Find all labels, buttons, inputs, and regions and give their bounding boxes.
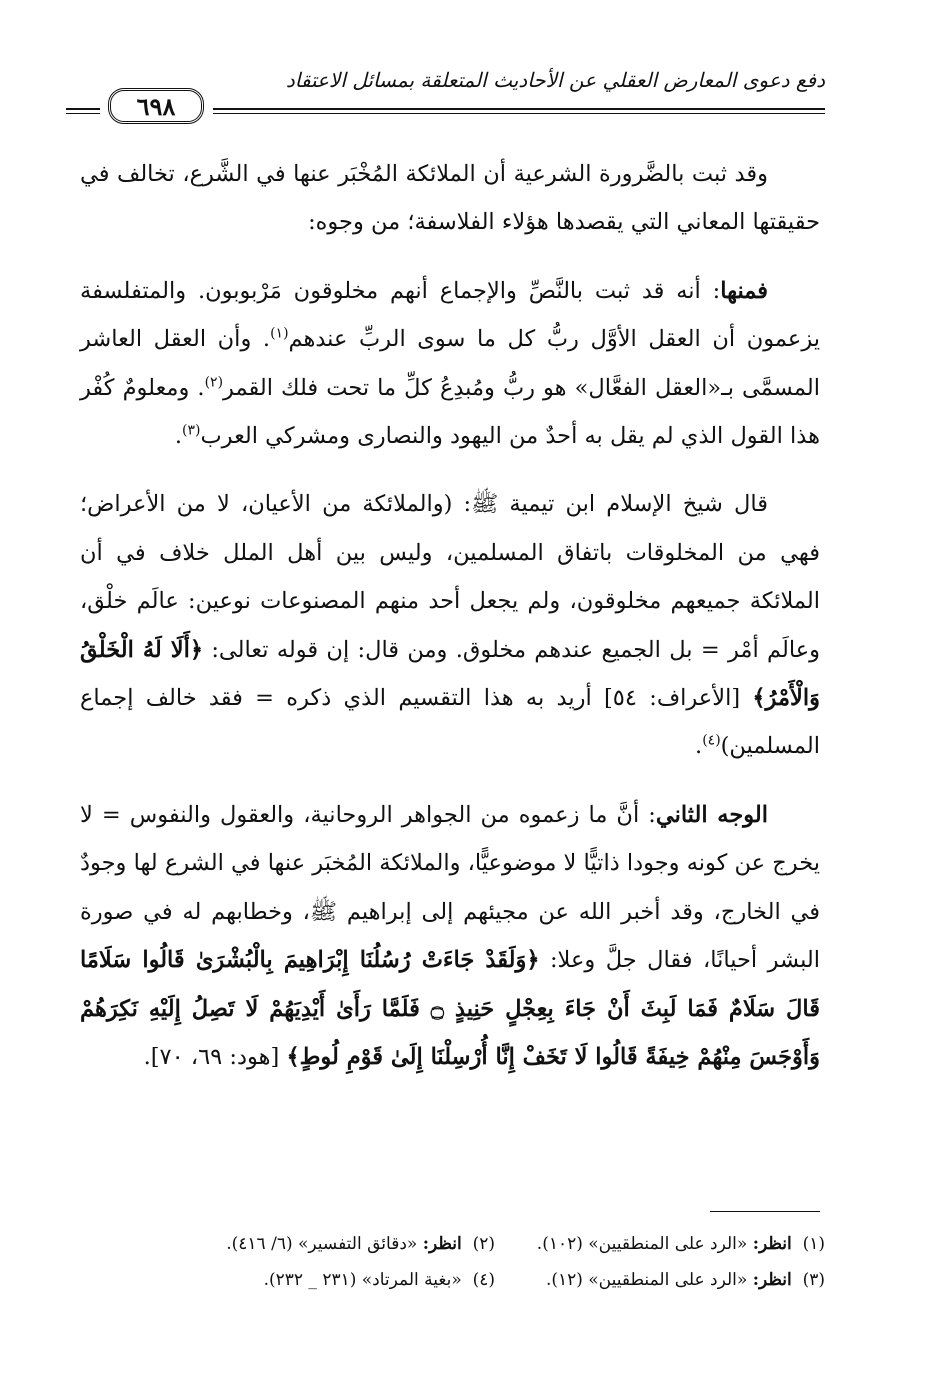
footnote-text: «بغية المرتاد» (٢٣١ _ ٢٣٢). xyxy=(263,1270,462,1290)
paragraph-text: [هود: ٦٩، ٧٠]. xyxy=(143,1043,287,1070)
header-rule xyxy=(213,108,825,110)
footnote-1 xyxy=(495,1226,825,1262)
footnote-number: (٢) xyxy=(472,1234,495,1254)
paragraph-text: [الأعراف: ٥٤] أريد به هذا التقسيم الذي ذكره = فقد خالف إجماع المسلمين) xyxy=(80,685,820,760)
footnote-row xyxy=(105,1262,825,1298)
footnotes xyxy=(105,1226,825,1298)
footnote-ref[interactable]: (١) xyxy=(270,325,289,342)
body-text xyxy=(80,150,820,1101)
footnote-divider xyxy=(710,1211,820,1212)
footnote-row xyxy=(105,1226,825,1262)
header-rule xyxy=(213,113,825,114)
footnote-number: (٣) xyxy=(802,1270,825,1290)
footnote-ref[interactable]: (٢) xyxy=(204,374,224,391)
footnote-text: «الرد على المنطقيين» (١٠٢). xyxy=(536,1234,748,1254)
footnote-number: (٤) xyxy=(472,1270,495,1290)
paragraph-text: قال شيخ الإسلام ابن تيمية ﷺ: (والملائكة من الأعيان، لا من الأعراض؛ فهي من المخلوقات باتفاق المسلمين، وليس بين أهل الملل خلاف في أن الملائكة جميعهم مخلوقون، ولم يجعل أحد منهم المصنوعات نوعين: عالَم خلْق، وعالَم أمْر = بل الجميع عندهم مخلوق. ومن قال: إن قوله تعالى: xyxy=(80,491,820,663)
footnote-2 xyxy=(165,1226,495,1262)
paragraph xyxy=(80,150,820,247)
paragraph-text: : أنَّ ما زعموه من الجواهر الروحانية، والعقول والنفوس = لا يخرج عن كونه وجودا ذاتيًّا لا موضوعيًّا، والملائكة المُخبَر عنها في الشرع لها وجودٌ في الخارج، وقد أخبر الله عن مجيئهم إلى إبراهيم ﷺ، وخطابهم له في صورة البشر أحيانًا، فقال جلَّ وعلا: xyxy=(80,801,820,974)
quran-verse: ﴿أَلَا لَهُ الْخَلْقُ وَالْأَمْرُ﴾ xyxy=(80,636,820,712)
footnote-ref[interactable]: (٤) xyxy=(702,732,721,749)
footnote-text: «دقائق التفسير» (٦/ ٤١٦). xyxy=(226,1234,418,1254)
page-number: ٦٩٨ xyxy=(108,88,204,124)
footnote-ref[interactable]: (٣) xyxy=(182,422,201,439)
footnote-key: انظر: xyxy=(422,1234,462,1254)
paragraph-text: . وأن العقل العاشر المسمَّى بـ«العقل الفعَّال» هو ربُّ ومُبدِعُ كلِّ ما تحت فلك القمر xyxy=(80,326,820,401)
paragraph xyxy=(80,791,820,1081)
footnote-text: «الرد على المنطقيين» (١٢). xyxy=(545,1270,748,1290)
footnote-3 xyxy=(495,1262,825,1298)
running-title: دفع دعوى المعارض العقلي عن الأحاديث المتعلقة بمسائل الاعتقاد xyxy=(285,68,825,92)
footnote-4 xyxy=(165,1262,495,1298)
page-header xyxy=(60,60,825,132)
header-rule xyxy=(66,113,100,114)
header-rule xyxy=(66,108,100,110)
paragraph-lead: فمنها xyxy=(720,277,768,304)
paragraph xyxy=(80,267,820,461)
footnote-key: انظر: xyxy=(752,1234,792,1254)
paragraph-text: . ومعلومٌ كُفْر هذا القول الذي لم يقل به أحدٌ من اليهود والنصارى ومشركي العرب xyxy=(80,374,820,450)
quran-verse: ﴿وَلَقَدْ جَاءَتْ رُسُلُنَا إِبْرَاهِيمَ بِالْبُشْرَىٰ قَالُوا سَلَامًا قَالَ سَلَامٌ فَمَا لَبِثَ أَنْ جَاءَ بِعِجْلٍ حَنِيذٍ ۝ فَلَمَّا رَأَىٰ أَيْدِيَهُمْ لَا تَصِلُ إِلَيْهِ نَكِرَهُمْ وَأَوْجَسَ مِنْهُمْ خِيفَةً قَالُوا لَا تَخَفْ إِنَّا أُرْسِلْنَا إِلَىٰ قَوْمِ لُوطٍ﴾ xyxy=(80,947,820,1070)
paragraph-lead: الوجه الثاني xyxy=(655,801,768,828)
paragraph-text: . xyxy=(695,733,703,760)
paragraph xyxy=(80,480,820,770)
paragraph-text: . xyxy=(174,423,182,450)
footnote-key: انظر: xyxy=(752,1270,792,1290)
paragraph-text: وقد ثبت بالضَّرورة الشرعية أن الملائكة المُخْبَر عنها في الشَّرع، تخالف في حقيقتها المعاني التي يقصدها هؤلاء الفلاسفة؛ من وجوه: xyxy=(80,161,820,236)
paragraph-text: : أنه قد ثبت بالنَّصِّ والإجماع أنهم مخلوقون مَرْبوبون. والمتفلسفة يزعمون أن العقل الأوَّل ربُّ كل ما سوى الربِّ عندهم xyxy=(80,277,820,353)
footnote-number: (١) xyxy=(802,1234,825,1254)
